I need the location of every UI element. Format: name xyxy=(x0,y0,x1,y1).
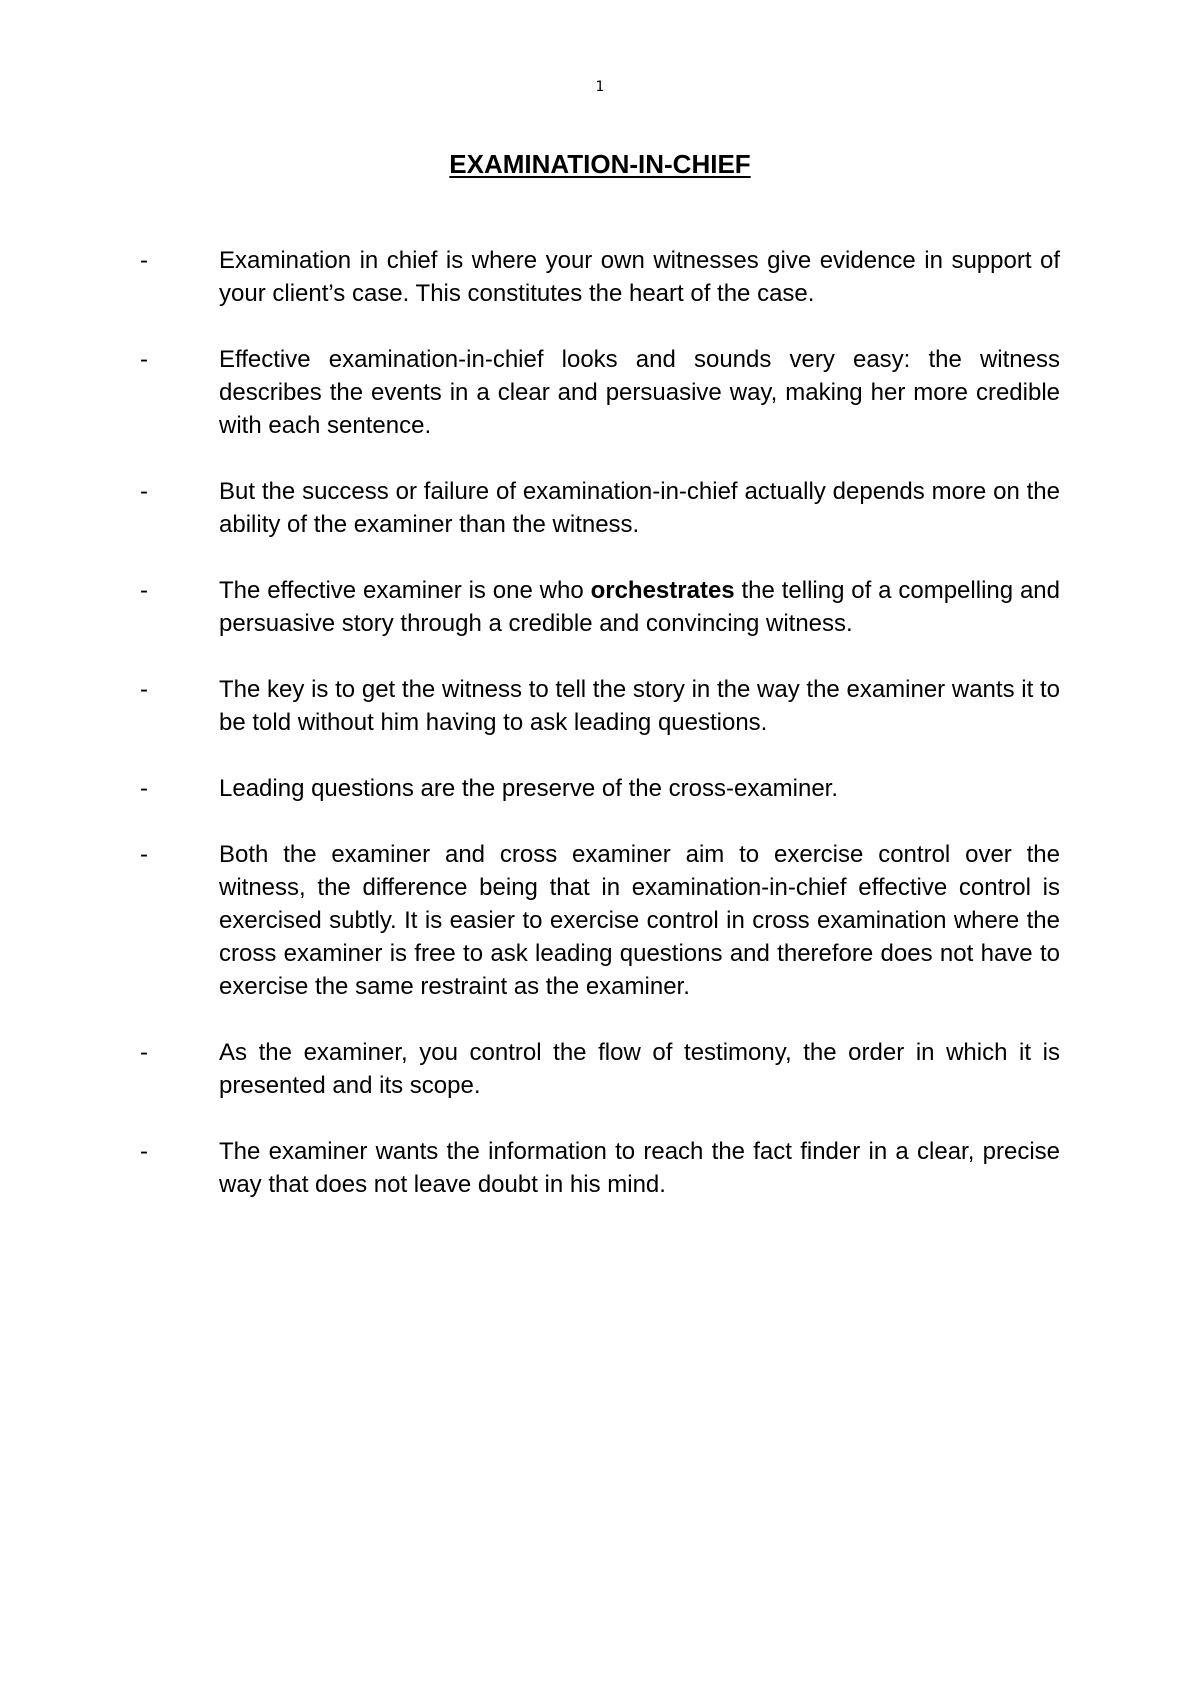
bullet-item xyxy=(140,838,1060,1003)
bullet-item xyxy=(140,574,1060,640)
bullet-item xyxy=(140,1036,1060,1102)
bullet-dash: - xyxy=(140,676,148,703)
bullet-item xyxy=(140,1135,1060,1201)
bullet-item xyxy=(140,673,1060,739)
bullet-text xyxy=(219,574,1060,640)
page-title xyxy=(0,148,1200,180)
bullet-text: Leading questions are the preserve of the cross-examiner. xyxy=(219,775,839,802)
bullet-dash: - xyxy=(140,247,148,274)
bullet-item xyxy=(140,343,1060,442)
bullet-text-part: the telling of a compelling and persuasive story through a credible and convincing witness. xyxy=(219,577,1060,637)
bullet-dash: - xyxy=(140,346,148,373)
bullet-text: The examiner wants the information to reach the fact finder in a clear, precise way that does not leave doubt in his mind. xyxy=(219,1138,1060,1198)
bullet-text: But the success or failure of examination-in-chief actually depends more on the ability of the examiner than the witness. xyxy=(219,478,1060,538)
bullet-dash: - xyxy=(140,577,148,604)
bullet-item xyxy=(140,475,1060,541)
bullet-dash: - xyxy=(140,1138,148,1165)
bullet-text: Both the examiner and cross examiner aim to exercise control over the witness, the difference being that in examination-in-chief effective control is exercised subtly. It is easier to exercise control in cross examination where the cross examiner is free to ask leading questions and therefore does not have to exercise the same restraint as the examiner. xyxy=(219,841,1060,1000)
bullet-item xyxy=(140,772,1060,805)
bullet-dash: - xyxy=(140,1039,148,1066)
bullet-text: The key is to get the witness to tell the story in the way the examiner wants it to be told without him having to ask leading questions. xyxy=(219,676,1060,736)
emphasis-text: orchestrates xyxy=(590,577,735,604)
page-number: 1 xyxy=(595,79,605,95)
bullet-text-part: The effective examiner is one who xyxy=(219,577,591,604)
bullet-dash: - xyxy=(140,841,148,868)
page-title-text: EXAMINATION-IN-CHIEF xyxy=(449,149,751,179)
bullet-text: Effective examination-in-chief looks and sounds very easy: the witness describes the events in a clear and persuasive way, making her more credible with each sentence. xyxy=(219,346,1060,439)
bullet-text: As the examiner, you control the flow of testimony, the order in which it is presented and its scope. xyxy=(219,1039,1060,1099)
bullet-list xyxy=(140,244,1060,1234)
bullet-dash: - xyxy=(140,775,148,802)
bullet-dash: - xyxy=(140,478,148,505)
bullet-item xyxy=(140,244,1060,310)
bullet-text: Examination in chief is where your own witnesses give evidence in support of your client’s case. This constitutes the heart of the case. xyxy=(219,247,1060,307)
